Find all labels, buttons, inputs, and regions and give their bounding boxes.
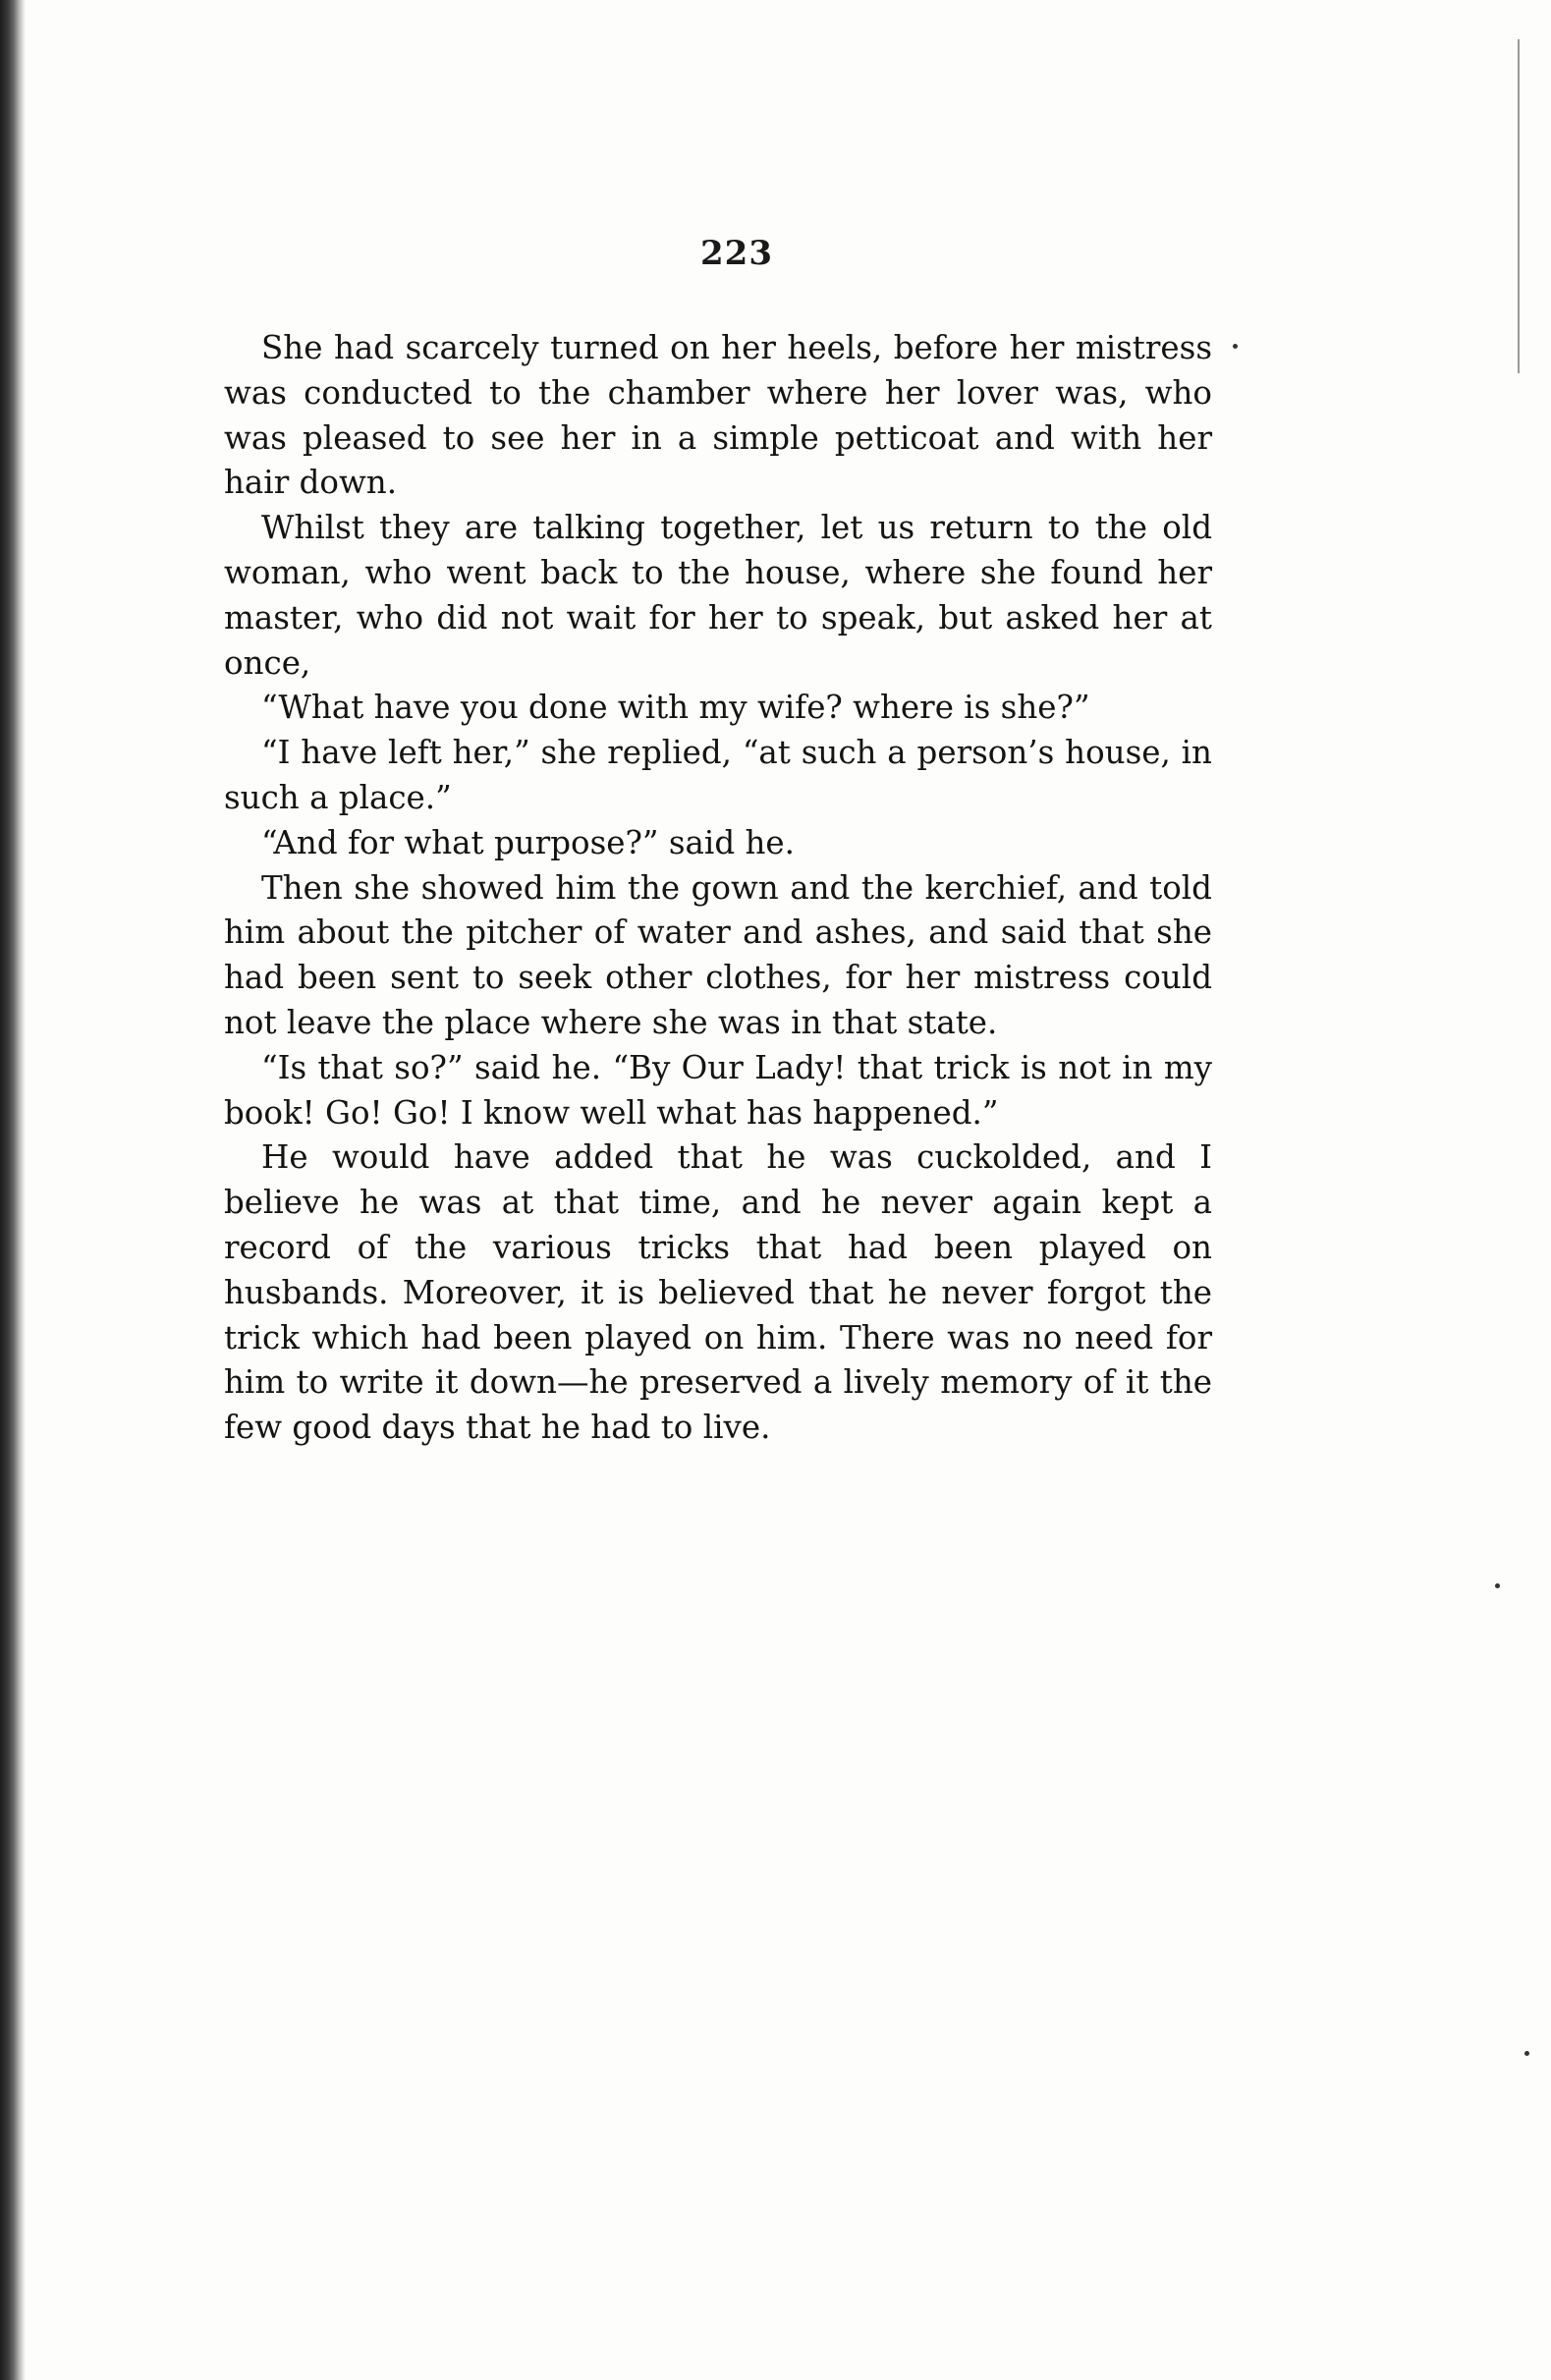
paragraph: She had scarcely turned on her heels, before her mistress was conducted to the chamber where her lover was, who was pleased to see her in a simple petticoat and with her hair down. [224, 329, 1212, 502]
body-text [224, 326, 1212, 1451]
page-number: 223 [700, 234, 773, 273]
print-speck [1524, 2051, 1529, 2056]
paragraph: Whilst they are talking together, let us return to the old woman, who went back to the house, where she found her master, who did not wait for her to speak, but asked her at once, [224, 509, 1212, 682]
print-speck [1233, 344, 1238, 349]
paragraph: He would have added that he was cuckolded, and I believe he was at that time, and he never again kept a record of the various tricks that had been played on husbands. Moreover, it is believed that he never forgot the trick which had been played on him. There was no need for him to write it down—he preserved a lively memory of it the few good days that he had to live. [224, 1138, 1212, 1447]
paragraph: Then she showed him the gown and the kerchief, and told him about the pitcher of water and ashes, and said that she had been sent to seek other clothes, for her mistress could not leave the place where she was in that state. [224, 868, 1212, 1041]
print-speck [1495, 1583, 1500, 1588]
margin-rule [1518, 39, 1520, 373]
paragraph: “And for what purpose?” said he. [261, 823, 795, 861]
paragraph: “What have you done with my wife? where is she?” [261, 689, 1090, 727]
paragraph: “I have left her,” she replied, “at such a person’s house, in such a place.” [224, 734, 1212, 816]
binding-shadow [0, 0, 26, 2380]
paragraph: “Is that so?” said he. “By Our Lady! that trick is not in my book! Go! Go! I know well what has happened.” [224, 1048, 1212, 1132]
